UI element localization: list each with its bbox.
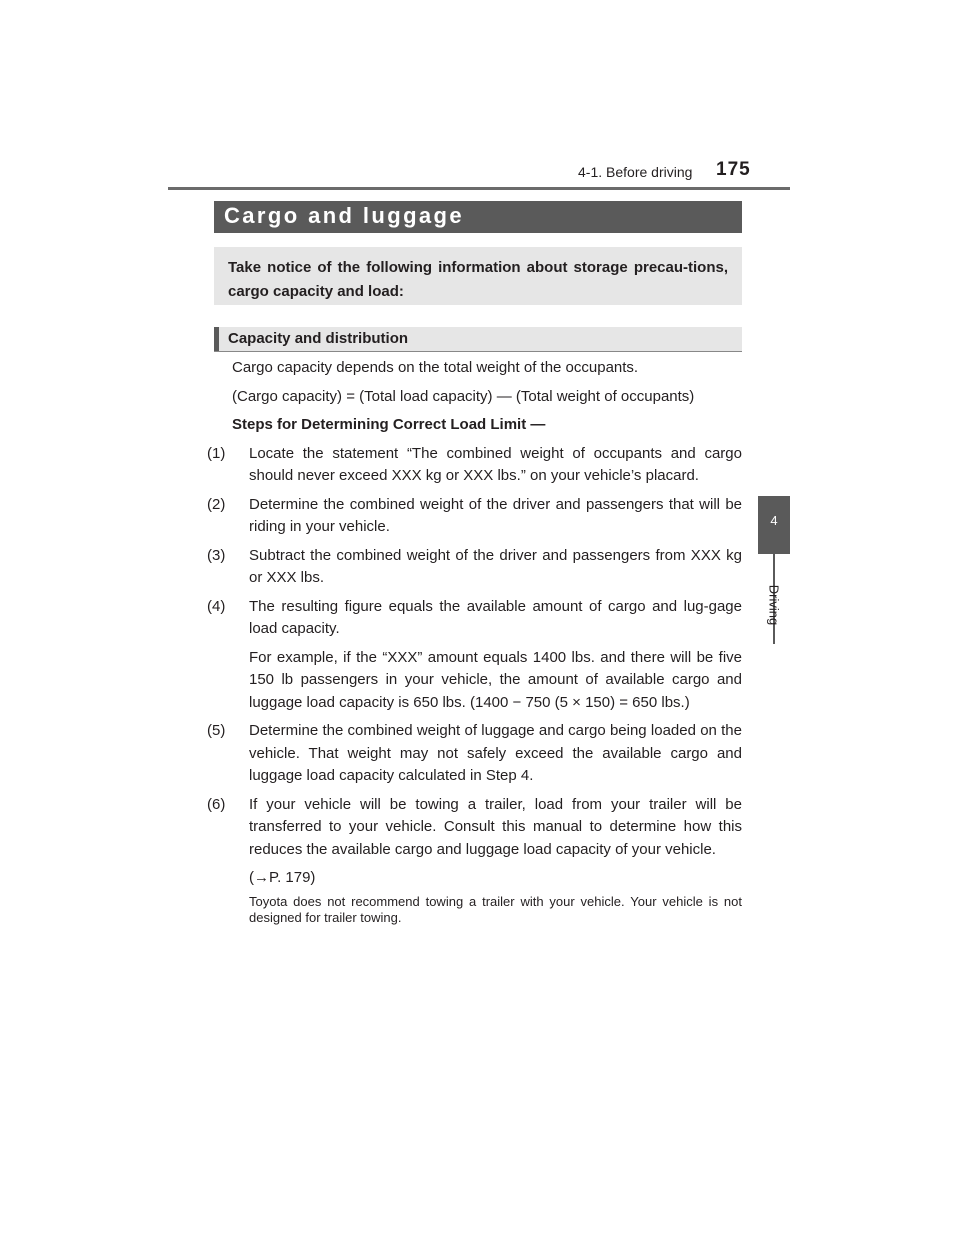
step-text: If your vehicle will be towing a trailer, load from your trailer will be transferred to your vehicle. Consult this manual to determine how this reduces the available cargo and luggage load capacity of your vehicle. xyxy=(249,795,742,858)
step-text: Subtract the combined weight of the driver and passengers from XXX kg or XXX lbs. xyxy=(249,546,742,586)
step-text: Determine the combined weight of the driver and passengers that will be riding in your vehicle. xyxy=(249,495,742,535)
header-divider xyxy=(168,187,790,190)
chapter-tab-label: Driving xyxy=(766,584,782,626)
intro-box xyxy=(214,247,742,305)
subsection-heading: Capacity and distribution xyxy=(228,330,409,347)
step-item xyxy=(207,720,742,788)
step-number: (5) xyxy=(207,722,226,739)
chapter-tab-number: 4 xyxy=(770,513,778,528)
step-text: Determine the combined weight of luggage and cargo being loaded on the vehicle. That weight may not safely exceed the available cargo and luggage load capacity calculated in Step 4. xyxy=(249,722,742,784)
subsection-marker xyxy=(214,327,219,351)
step-item xyxy=(207,545,742,590)
section-title: Cargo and luggage xyxy=(224,203,465,228)
paragraph-cargo-capacity: Cargo capacity depends on the total weight of the occupants. xyxy=(232,359,639,376)
chapter-tab-label-box xyxy=(763,565,785,645)
step-text: The resulting figure equals the available amount of cargo and lug-gage load capacity. xyxy=(249,597,742,637)
body-text xyxy=(207,357,742,926)
section-title-bar xyxy=(214,201,742,233)
example-paragraph: For example, if the “XXX” amount equals 1400 lbs. and there will be five 150 lb passengers in your vehicle, the amount of available cargo and luggage load capacity is 650 lbs. (1400 − 750 (5 × 150) = 650 lbs.) xyxy=(249,648,742,711)
paragraph-formula: (Cargo capacity) = (Total load capacity) — (Total weight of occupants) xyxy=(232,387,695,405)
step-item xyxy=(207,596,742,641)
towing-note: Toyota does not recommend towing a trailer with your vehicle. Your vehicle is not designed for trailer towing. xyxy=(249,893,742,925)
step-number: (3) xyxy=(207,546,226,564)
steps-list xyxy=(207,443,742,926)
subsection-heading-bar xyxy=(214,327,742,352)
page-reference: (→P. 179) xyxy=(249,869,316,886)
page-number: 175 xyxy=(716,159,751,180)
step-item xyxy=(207,443,742,488)
step-item xyxy=(207,794,742,862)
step-text: Locate the statement “The combined weight of occupants and cargo should never exceed XXX kg or XXX lbs.” on your vehicle’s placard. xyxy=(249,444,742,484)
intro-text: Take notice of the following information about storage precau-tions, cargo capacity and load: xyxy=(228,259,728,300)
step-number: (4) xyxy=(207,597,226,615)
steps-heading: Steps for Determining Correct Load Limit — xyxy=(232,416,546,433)
step-item xyxy=(207,494,742,539)
step-number: (6) xyxy=(207,795,226,813)
header-section-label: 4-1. Before driving xyxy=(578,164,693,180)
step-number: (2) xyxy=(207,495,226,513)
step-number: (1) xyxy=(207,444,226,462)
chapter-tab xyxy=(758,496,790,554)
